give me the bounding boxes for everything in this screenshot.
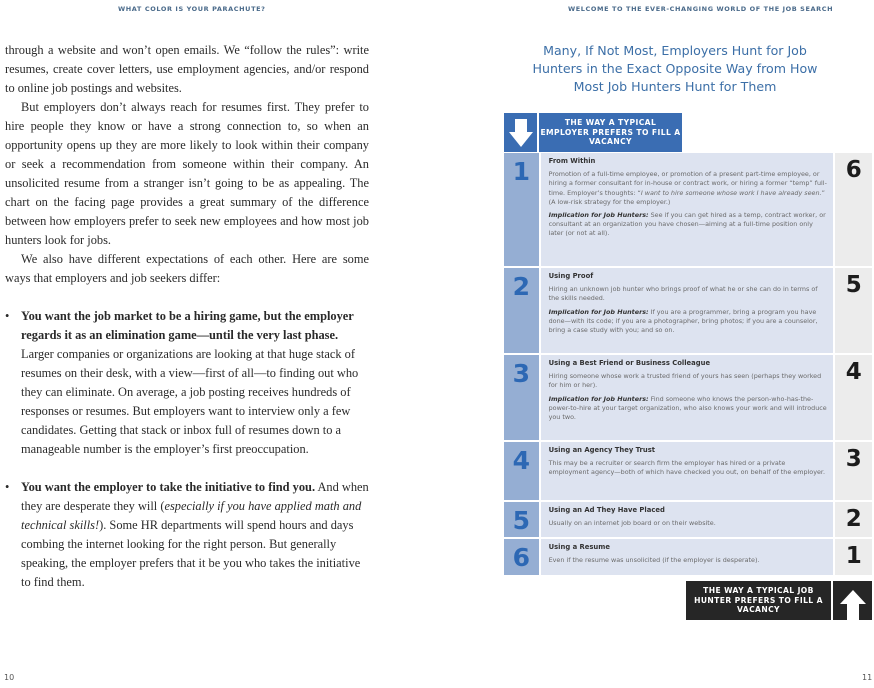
employer-rank: 6 [504,539,539,575]
hunter-rank: 4 [835,355,872,440]
desc-italic: I want to hire someone whose work I have already seen. [640,188,822,197]
row-description [549,170,828,207]
employer-rank: 4 [504,442,539,500]
bullet-item [5,307,369,459]
paragraph: But employers don’t always reach for resumes first. They prefer to hire people they know or have a strong connection to, so when an opportunity opens up they are more likely to look within their company or seek a recommendation from someone within their company. An unsolicited resume from a stranger isn’t going to be as appealing. The chart on the facing page provides a great summary of the difference between how employers prefer to seek new employees and how most job hunters look for jobs. [5,100,369,247]
table-row [504,268,872,353]
row-implication [549,395,828,423]
bullet-italic: especially if you have applied math and technical skills! [21,499,362,532]
hunter-rank: 1 [835,539,872,575]
row-description: Hiring someone whose work a trusted friend of yours has seen (perhaps they worked for him or her). [548,372,822,390]
left-page-body [5,41,369,611]
bullet-list [5,307,369,592]
table-row [504,502,872,537]
bullet-item [5,478,369,592]
hunter-rank: 5 [835,268,872,353]
bullet-icon: • [5,480,10,494]
implication-label: Implication for Job Hunters: [548,211,649,220]
paragraph: We also have different expectations of each other. Here are some ways that employers and job seekers differ: [5,252,369,285]
row-title: Using a Best Friend or Business Colleague [548,359,711,367]
hunter-footer [686,581,872,620]
employer-header [504,113,682,152]
desc-text: Promotion of a full-time employee, or promotion of a present part-time employee, or hiring a former consultant for in-house or contract work, or hiring a former “temp” full-time. Employer’s thoughts: “ [548,170,827,197]
bullet-lead: You want the employer to take the initiative to find you. [21,480,316,494]
table-row [504,355,872,440]
employer-rank: 3 [504,355,539,440]
table-row [504,153,872,266]
table-row [504,442,872,500]
bullet-text: ). Some HR departments will spend hours and days combing the internet looking for the right person. But generally speaking, the employer prefers that it be you who takes the initiative to find them. [21,518,361,589]
row-title: Using an Agency They Trust [548,446,656,454]
bullet-text: Larger companies or organizations are looking at that huge stack of resumes on their desk, with a view—first of all—to finding out who they can eliminate. On average, a job posting receives hundreds of responses or resumes. But employers want to interview only a few candidates. Getting that stack or inbox full of resumes down to a manageable number is the employer’s first preoccupation. [21,347,359,456]
bullet-text: And when they are desperate they will ( [21,480,369,513]
hunter-label: THE WAY A TYPICAL JOB HUNTER PREFERS TO FILL A VACANCY [686,581,831,620]
hunter-rank: 6 [835,153,872,266]
page-number-left: 10 [4,673,15,682]
row-content [541,268,834,353]
table-row [504,539,872,575]
implication-text: See if you can get hired as a temp, contract worker, or consultant at an organization you have chosen—aiming at a full-time position only later (or not at all). [548,211,826,238]
implication-label: Implication for Job Hunters: [548,394,649,403]
chart-title: Many, If Not Most, Employers Hunt for Job Hunters in the Exact Opposite Way from How Most Job Hunters Hunt for Them [532,43,818,94]
running-head-left: WHAT COLOR IS YOUR PARACHUTE? [118,5,266,13]
row-content [541,153,834,266]
implication-label: Implication for Job Hunters: [548,307,649,316]
bullet-icon: • [5,309,10,323]
arrow-up-icon [833,581,872,620]
row-description: This may be a recruiter or search firm the employer has hired or a private employment agency—both of which have checked you out, on behalf of the employer. [548,459,825,477]
paragraph: through a website and won’t open emails. We “follow the rules”: write resumes, create cover letters, use employment agencies, and/or respond to online job postings and websites. [5,43,369,95]
arrow-down-icon [504,113,537,152]
row-implication [549,211,828,239]
desc-text: ” (A low-risk strategy for the employer.) [548,188,825,206]
employer-rank: 2 [504,268,539,353]
implication-text: If you are a programmer, bring a program you have done—with its code; if you are a photographer, bring photos; if you are a counselor, bring a case study with you; and so on. [548,307,818,335]
row-description: Hiring an unknown job hunter who brings proof of what he or she can do in terms of the skills needed. [548,285,818,303]
row-implication [549,308,828,336]
row-description: Even if the resume was unsolicited (if the employer is desperate). [548,556,760,565]
row-content [541,442,834,500]
row-title: Using Proof [548,272,594,280]
implication-text: Find someone who knows the person-who-has-the-power-to-hire at your target organization, who also knows your work and will introduce you two. [548,394,827,422]
row-title: From Within [548,157,596,165]
page-number-right: 11 [862,673,873,682]
row-content [541,502,834,537]
row-title: Using a Resume [548,543,610,551]
row-content [541,355,834,440]
hunter-rank: 2 [835,502,872,537]
row-content [541,539,834,575]
employer-rank: 5 [504,502,539,537]
running-head-right: WELCOME TO THE EVER-CHANGING WORLD OF THE JOB SEARCH [568,5,834,13]
hunter-rank: 3 [835,442,872,500]
ranking-table [504,153,872,577]
bullet-lead: You want the job market to be a hiring game, but the employer regards it as an elimination game—until the very last phase. [21,309,354,342]
row-description: Usually on an internet job board or on their website. [548,519,716,528]
employer-rank: 1 [504,153,539,266]
row-title: Using an Ad They Have Placed [548,506,665,514]
employer-label: THE WAY A TYPICAL EMPLOYER PREFERS TO FILL A VACANCY [539,113,682,152]
